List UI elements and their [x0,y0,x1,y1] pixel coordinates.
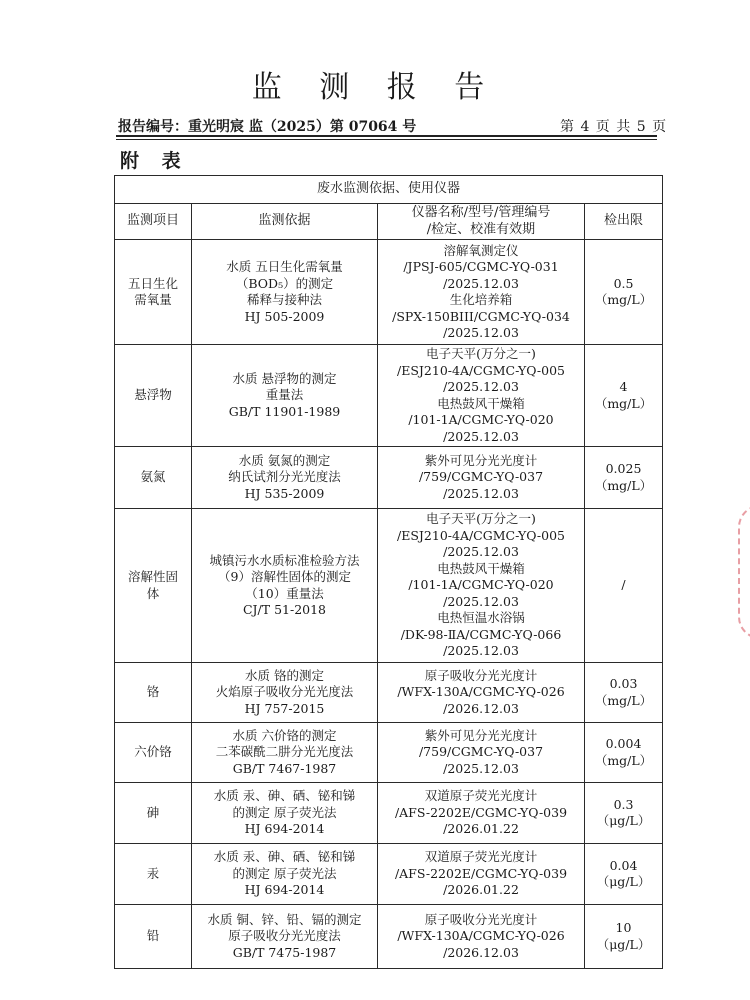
cell-basis: 水质 五日生化需氧量 （BOD₅）的测定 稀释与接种法 HJ 505-2009 [192,240,378,345]
cell-item: 铬 [115,663,192,723]
cell-instrument: 电子天平(万分之一) /ESJ210-4A/CGMC-YQ-005 /2025.12.03 电热鼓风干燥箱 /101-1A/CGMC-YQ-020 /2025.12.03 [378,345,585,447]
table-row [115,240,663,345]
cell-item: 五日生化 需氧量 [115,240,192,345]
cell-limit: / [585,509,663,663]
cell-basis: 水质 悬浮物的测定 重量法 GB/T 11901-1989 [192,345,378,447]
table-row [115,723,663,783]
cell-basis: 水质 六价铬的测定 二苯碳酰二肼分光光度法 GB/T 7467-1987 [192,723,378,783]
cell-instrument: 紫外可见分光光度计 /759/CGMC-YQ-037 /2025.12.03 [378,447,585,509]
column-header-item: 监测项目 [115,204,192,240]
report-number: 报告编号：重光明宸 监（2025）第 07064 号 [118,119,417,135]
cell-basis: 水质 汞、砷、硒、铋和锑 的测定 原子荧光法 HJ 694-2014 [192,783,378,844]
cell-limit: 0.025 （mg/L） [585,447,663,509]
table-row [115,783,663,844]
appendix-label: 附 表 [120,150,189,172]
column-header-limit: 检出限 [585,204,663,240]
column-header-basis: 监测依据 [192,204,378,240]
cell-instrument: 电子天平(万分之一) /ESJ210-4A/CGMC-YQ-005 /2025.12.03 电热鼓风干燥箱 /101-1A/CGMC-YQ-020 /2025.12.03 电热恒温水浴锅 /DK-98-ⅡA/CGMC-YQ-066 /2025.12.03 [378,509,585,663]
table-row [115,509,663,663]
cell-instrument: 紫外可见分光光度计 /759/CGMC-YQ-037 /2025.12.03 [378,723,585,783]
cell-instrument: 双道原子荧光光度计 /AFS-2202E/CGMC-YQ-039 /2026.01.22 [378,783,585,844]
cell-basis: 城镇污水水质标准检验方法 （9）溶解性固体的测定 （10）重量法 CJ/T 51-2018 [192,509,378,663]
cell-item: 氨氮 [115,447,192,509]
table-row [115,447,663,509]
cell-item: 悬浮物 [115,345,192,447]
cell-instrument: 溶解氧测定仪 /JPSJ-605/CGMC-YQ-031 /2025.12.03 生化培养箱 /SPX-150BIII/CGMC-YQ-034 /2025.12.03 [378,240,585,345]
cell-basis: 水质 铬的测定 火焰原子吸收分光光度法 HJ 757-2015 [192,663,378,723]
cell-item: 六价铬 [115,723,192,783]
cell-instrument: 原子吸收分光光度计 /WFX-130A/CGMC-YQ-026 /2026.12.03 [378,663,585,723]
cell-item: 溶解性固 体 [115,509,192,663]
cell-limit: 0.5 （mg/L） [585,240,663,345]
monitoring-basis-table [114,175,663,969]
header-divider-thin [116,139,657,140]
cell-item: 铅 [115,905,192,969]
cell-item: 汞 [115,844,192,905]
table-caption: 废水监测依据、使用仪器 [115,176,663,204]
column-header-instrument: 仪器名称/型号/管理编号 /检定、校准有效期 [378,204,585,240]
cell-limit: 0.03 （mg/L） [585,663,663,723]
cell-item: 砷 [115,783,192,844]
cell-basis: 水质 汞、砷、硒、铋和锑 的测定 原子荧光法 HJ 694-2014 [192,844,378,905]
table-row [115,905,663,969]
page-number: 第 4 页 共 5 页 [560,119,668,135]
table-row [115,663,663,723]
cell-limit: 0.004 （mg/L） [585,723,663,783]
cell-limit: 4 （mg/L） [585,345,663,447]
cell-limit: 0.04 （μg/L） [585,844,663,905]
table-header-row [115,204,663,240]
header-divider-thick [116,135,657,137]
cell-basis: 水质 氨氮的测定 纳氏试剂分光光度法 HJ 535-2009 [192,447,378,509]
report-title: 监 测 报 告 [251,70,499,105]
cell-limit: 10 （μg/L） [585,905,663,969]
seal-stamp-edge [738,505,750,639]
cell-limit: 0.3 （μg/L） [585,783,663,844]
cell-instrument: 原子吸收分光光度计 /WFX-130A/CGMC-YQ-026 /2026.12.03 [378,905,585,969]
table-row [115,844,663,905]
table-row [115,345,663,447]
table-caption-row [115,176,663,204]
cell-basis: 水质 铜、锌、铅、镉的测定 原子吸收分光光度法 GB/T 7475-1987 [192,905,378,969]
cell-instrument: 双道原子荧光光度计 /AFS-2202E/CGMC-YQ-039 /2026.01.22 [378,844,585,905]
